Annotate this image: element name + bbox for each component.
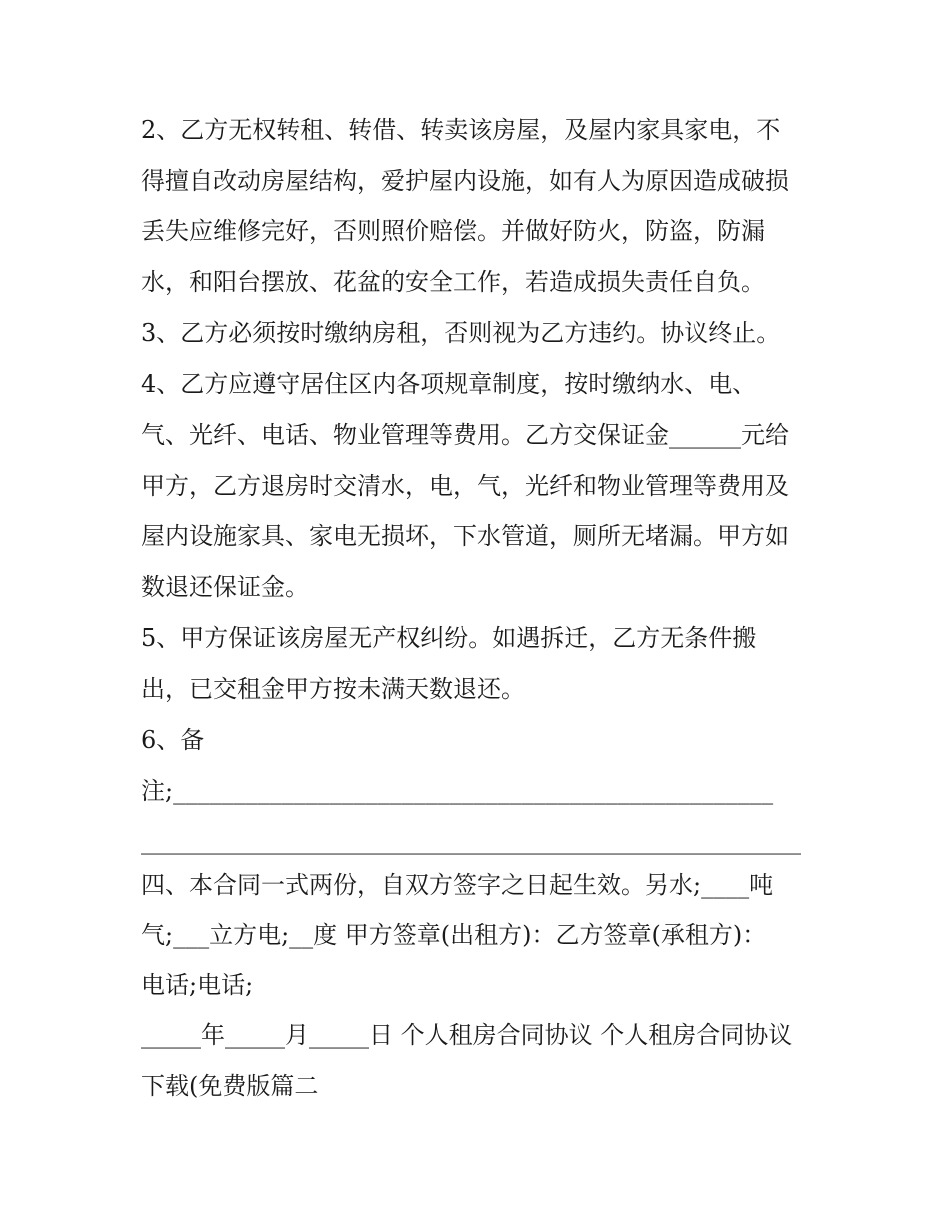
section-4-line-1: 四、本合同一式两份，自双方签字之日起生效。另水;____吨 (141, 871, 774, 899)
clause-4-line-2: 气、光纤、电话、物业管理等费用。乙方交保证金______元给 (141, 421, 789, 449)
clause-4-line-4: 屋内设施家具、家电无损坏，下水管道，厕所无堵漏。甲方如 (141, 522, 789, 550)
phone-line: 电话;电话; (141, 971, 254, 999)
clause-2-line-2: 得擅自改动房屋结构，爱护屋内设施，如有人为原因造成破损 (141, 167, 789, 195)
clause-2-line-3: 丢失应维修完好，否则照价赔偿。并做好防火，防盗，防漏 (141, 217, 765, 245)
clause-5-line-2: 出，已交租金甲方按未满天数退还。 (141, 675, 525, 703)
section-4-line-2: 气;___立方电;__度 甲方签章(出租方)：乙方签章(承租方)： (141, 921, 767, 949)
download-note-line: 下载(免费版篇二 (141, 1072, 319, 1100)
clause-6-remark-line: 注;__________________________________________________ (141, 777, 774, 805)
clause-4-line-3: 甲方，乙方退房时交清水，电，气，光纤和物业管理等费用及 (141, 472, 789, 500)
clause-5-line-1: 5、甲方保证该房屋无产权纠纷。如遇拆迁，乙方无条件搬 (141, 624, 757, 652)
clause-2-line-4: 水，和阳台摆放、花盆的安全工作，若造成损失责任自负。 (141, 268, 765, 296)
clause-2-line-1: 2、乙方无权转租、转借、转卖该房屋，及屋内家具家电，不 (141, 116, 781, 144)
clause-3-line-1: 3、乙方必须按时缴纳房租，否则视为乙方违约。协议终止。 (141, 319, 781, 347)
clause-4-line-1: 4、乙方应遵守居住区内各项规章制度，按时缴纳水、电、 (141, 370, 757, 398)
date-and-title-line: _____年_____月_____日 个人租房合同协议 个人租房合同协议 (141, 1021, 793, 1049)
clause-6-line-1: 6、备 (141, 726, 205, 754)
clause-6-blank-line: _______________________________________________________ (141, 827, 801, 855)
clause-4-line-5: 数退还保证金。 (141, 573, 309, 601)
